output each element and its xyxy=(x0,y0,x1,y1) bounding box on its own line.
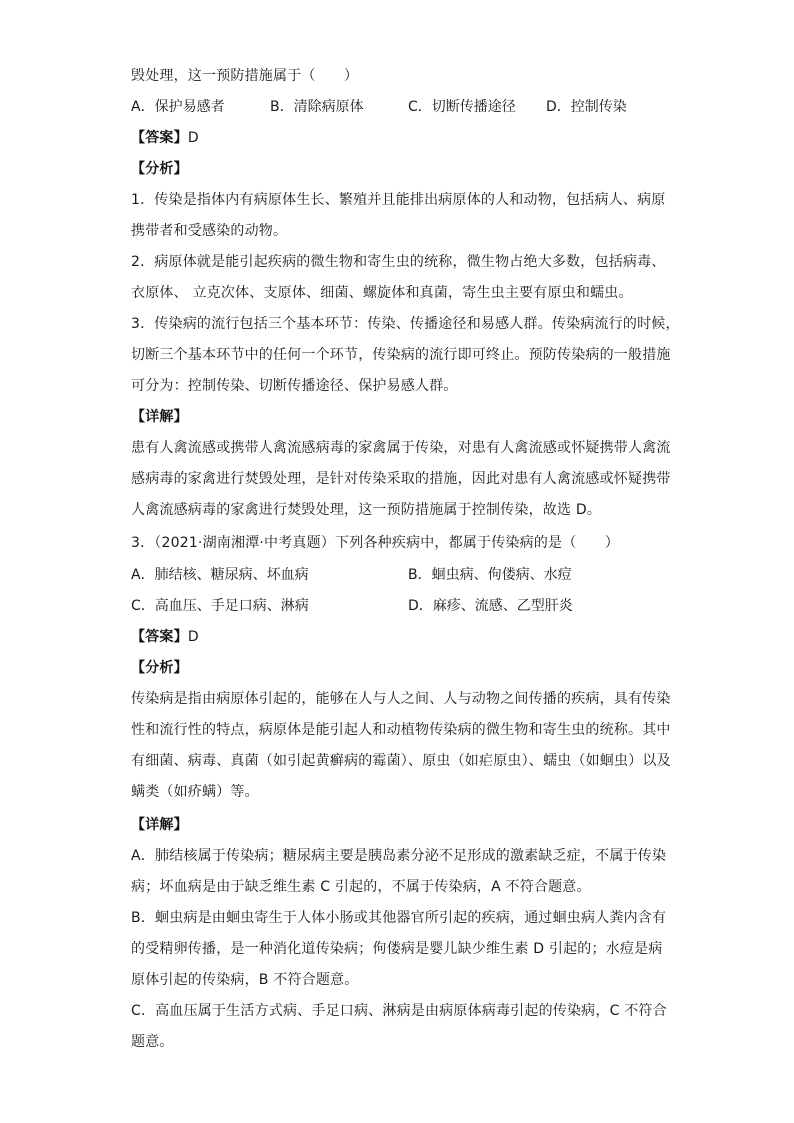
q3-detail-line: 题意。 xyxy=(131,1034,174,1050)
q2-answer xyxy=(131,128,199,148)
q2-analysis-line: 切断三个基本环节中的任何一个环节，传染病的流行即可终止。预防传染病的一般措施 xyxy=(131,347,671,363)
q3-option-c: C．高血压、手足口病、淋病 xyxy=(131,598,309,614)
q3-analysis-line: 有细菌、病毒、真菌（如引起黄癣病的霉菌）、原虫（如疟原虫）、蠕虫（如蛔虫）以及 xyxy=(131,753,671,769)
q3-stem: 3．（2021·湖南湘潭·中考真题）下列各种疾病中，都属于传染病的是（ ） xyxy=(131,535,620,551)
q2-analysis-line: 1．传染是指体内有病原体生长、繁殖并且能排出病原体的人和动物，包括病人、病原 xyxy=(131,192,666,208)
q2-analysis-line: 衣原体、 立克次体、支原体、细菌、螺旋体和真菌，寄生虫主要有原虫和蠕虫。 xyxy=(131,285,633,301)
q3-detail-line: A．肺结核属于传染病；糖尿病主要是胰岛素分泌不足形成的激素缺乏症，不属于传染 xyxy=(131,848,667,864)
answer-value: D xyxy=(187,629,199,645)
q3-answer xyxy=(131,627,199,647)
q2-option-c: C．切断传播途径 xyxy=(408,99,516,115)
q2-analysis-label: 【分析】 xyxy=(131,161,188,177)
q2-analysis-line: 3．传染病的流行包括三个基本环节：传染、传播途径和易感人群。传染病流行的时候， xyxy=(131,316,680,332)
q2-stem-end: 毁处理，这一预防措施属于（ ） xyxy=(131,68,359,84)
q3-analysis-line: 性和流行性的特点，病原体是能引起人和动植物传染病的微生物和寄生虫的统称。其中 xyxy=(131,722,671,738)
q3-detail-label: 【详解】 xyxy=(131,817,188,833)
q3-option-b: B．蛔虫病、佝偻病、水痘 xyxy=(408,567,572,583)
q2-detail-label: 【详解】 xyxy=(131,409,188,425)
q2-detail-line: 人禽流感病毒的家禽进行焚毁处理，这一预防措施属于控制传染，故选 D。 xyxy=(131,502,602,518)
q3-detail-line: 病；坏血病是由于缺乏维生素 C 引起的，不属于传染病，A 不符合题意。 xyxy=(131,879,591,895)
q2-analysis-line: 可分为：控制传染、切断传播途径、保护易感人群。 xyxy=(131,378,458,394)
q3-option-d: D．麻疹、流感、乙型肝炎 xyxy=(408,598,573,614)
q2-analysis-line: 携带者和受感染的动物。 xyxy=(131,223,288,239)
q2-option-b: B．清除病原体 xyxy=(270,99,364,115)
q2-analysis-line: 2．病原体就是能引起疾病的微生物和寄生虫的统称，微生物占绝大多数，包括病毒、 xyxy=(131,254,666,270)
q3-analysis-line: 螨类（如疥螨）等。 xyxy=(131,784,259,800)
q3-option-a: A．肺结核、糖尿病、坏血病 xyxy=(131,567,309,583)
q3-analysis-label: 【分析】 xyxy=(131,660,188,676)
answer-label: 【答案】 xyxy=(131,629,188,645)
q2-option-d: D．控制传染 xyxy=(546,99,627,115)
answer-label: 【答案】 xyxy=(131,130,188,146)
q2-detail-line: 患有人禽流感或携带人禽流感病毒的家禽属于传染，对患有人禽流感或怀疑携带人禽流 xyxy=(131,440,671,456)
q3-analysis-line: 传染病是指由病原体引起的，能够在人与人之间、人与动物之间传播的疾病，具有传染 xyxy=(131,691,671,707)
q3-detail-line: C．高血压属于生活方式病、手足口病、淋病是由病原体病毒引起的传染病，C 不符合 xyxy=(131,1003,667,1019)
q2-detail-line: 感病毒的家禽进行焚毁处理，是针对传染采取的措施，因此对患有人禽流感或怀疑携带 xyxy=(131,471,671,487)
q3-detail-line: B．蛔虫病是由蛔虫寄生于人体小肠或其他器官所引起的疾病，通过蛔虫病人粪内含有 xyxy=(131,910,667,926)
answer-value: D xyxy=(187,130,199,146)
q2-option-a: A．保护易感者 xyxy=(131,99,225,115)
q3-detail-line: 原体引起的传染病，B 不符合题意。 xyxy=(131,972,359,988)
q3-detail-line: 的受精卵传播，是一种消化道传染病；佝偻病是婴儿缺少维生素 D 引起的；水痘是病 xyxy=(131,941,663,957)
